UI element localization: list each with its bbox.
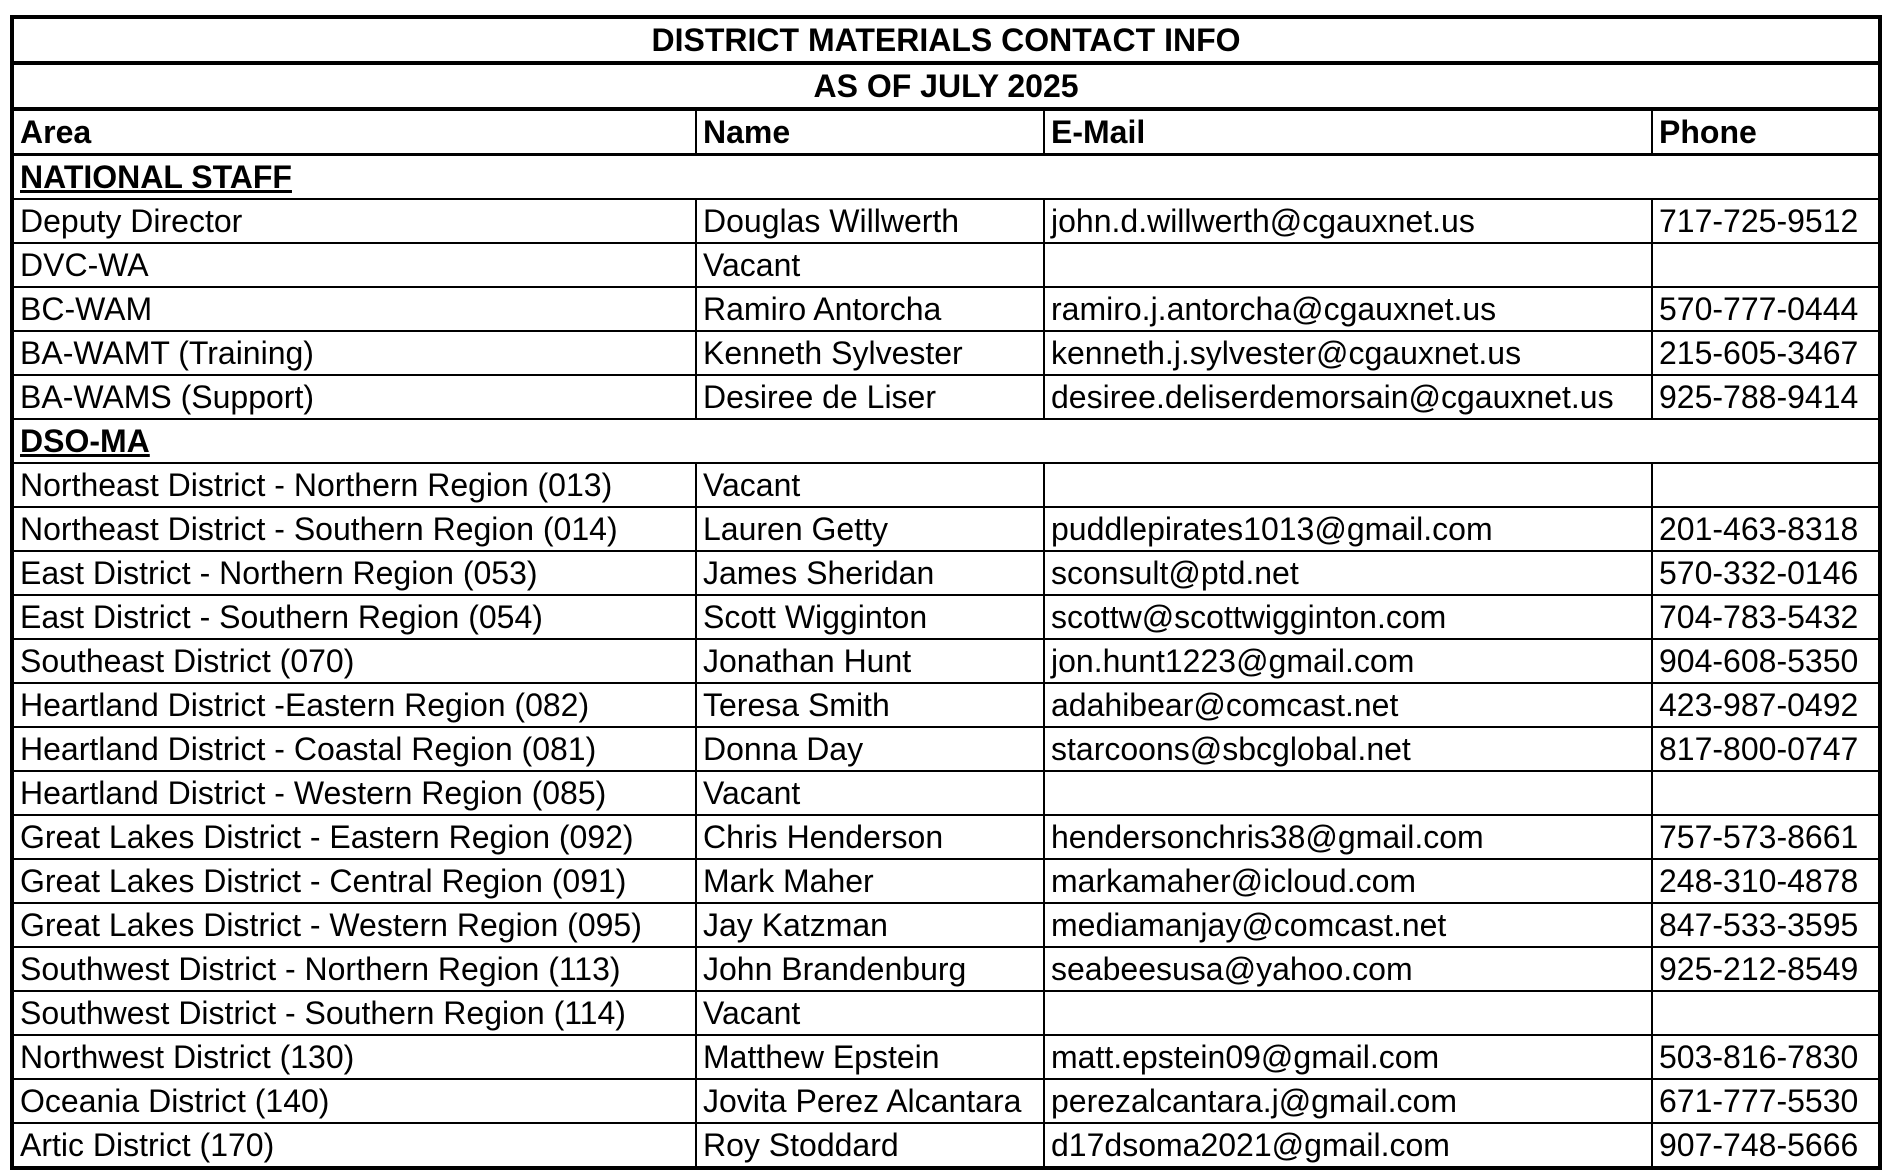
cell-name: Ramiro Antorcha [696, 287, 1044, 331]
table-row [12, 771, 1880, 815]
cell-email[interactable]: hendersonchris38@gmail.com [1044, 815, 1652, 859]
cell-email [1044, 463, 1652, 507]
cell-email [1044, 771, 1652, 815]
cell-area: Northwest District (130) [12, 1035, 696, 1079]
cell-email [1044, 991, 1652, 1035]
cell-area: Southeast District (070) [12, 639, 696, 683]
cell-area: Heartland District -Eastern Region (082) [12, 683, 696, 727]
table-row [12, 859, 1880, 903]
cell-email[interactable]: markamaher@icloud.com [1044, 859, 1652, 903]
cell-email[interactable]: starcoons@sbcglobal.net [1044, 727, 1652, 771]
cell-name: Vacant [696, 991, 1044, 1035]
cell-email[interactable]: desiree.deliserdemorsain@cgauxnet.us [1044, 375, 1652, 419]
cell-name: Vacant [696, 771, 1044, 815]
cell-phone: 503-816-7830 [1652, 1035, 1880, 1079]
cell-area: BA-WAMT (Training) [12, 331, 696, 375]
cell-area: Southwest District - Southern Region (114) [12, 991, 696, 1035]
table-row [12, 243, 1880, 287]
header-name: Name [696, 109, 1044, 155]
cell-phone: 248-310-4878 [1652, 859, 1880, 903]
cell-area: Oceania District (140) [12, 1079, 696, 1123]
cell-phone: 847-533-3595 [1652, 903, 1880, 947]
cell-phone: 757-573-8661 [1652, 815, 1880, 859]
cell-email[interactable]: sconsult@ptd.net [1044, 551, 1652, 595]
table-row [12, 551, 1880, 595]
cell-name: Roy Stoddard [696, 1123, 1044, 1168]
cell-phone [1652, 243, 1880, 287]
cell-name: Jay Katzman [696, 903, 1044, 947]
cell-phone: 570-777-0444 [1652, 287, 1880, 331]
cell-phone: 704-783-5432 [1652, 595, 1880, 639]
cell-phone: 201-463-8318 [1652, 507, 1880, 551]
table-row [12, 727, 1880, 771]
cell-phone: 570-332-0146 [1652, 551, 1880, 595]
title-row [12, 17, 1880, 63]
cell-area: Heartland District - Coastal Region (081) [12, 727, 696, 771]
table-row [12, 639, 1880, 683]
subtitle-row [12, 63, 1880, 109]
cell-phone: 423-987-0492 [1652, 683, 1880, 727]
cell-phone [1652, 463, 1880, 507]
cell-phone: 904-608-5350 [1652, 639, 1880, 683]
cell-phone: 671-777-5530 [1652, 1079, 1880, 1123]
cell-phone [1652, 991, 1880, 1035]
section-label: DSO-MA [12, 419, 1880, 463]
cell-area: Deputy Director [12, 199, 696, 243]
table-row [12, 595, 1880, 639]
cell-area: DVC-WA [12, 243, 696, 287]
cell-name: John Brandenburg [696, 947, 1044, 991]
cell-email[interactable]: kenneth.j.sylvester@cgauxnet.us [1044, 331, 1652, 375]
cell-name: Kenneth Sylvester [696, 331, 1044, 375]
table-row [12, 199, 1880, 243]
table-row [12, 815, 1880, 859]
cell-name: Lauren Getty [696, 507, 1044, 551]
table-row [12, 507, 1880, 551]
cell-area: Great Lakes District - Western Region (095) [12, 903, 696, 947]
cell-area: Southwest District - Northern Region (113) [12, 947, 696, 991]
table-row [12, 1079, 1880, 1123]
cell-area: Northeast District - Southern Region (014) [12, 507, 696, 551]
cell-phone: 717-725-9512 [1652, 199, 1880, 243]
cell-email[interactable]: jon.hunt1223@gmail.com [1044, 639, 1652, 683]
table-row [12, 947, 1880, 991]
table-row [12, 1123, 1880, 1168]
cell-email[interactable]: mediamanjay@comcast.net [1044, 903, 1652, 947]
section-header-row [12, 419, 1880, 463]
cell-area: BC-WAM [12, 287, 696, 331]
cell-email[interactable]: d17dsoma2021@gmail.com [1044, 1123, 1652, 1168]
cell-area: Great Lakes District - Central Region (091) [12, 859, 696, 903]
cell-name: Vacant [696, 243, 1044, 287]
cell-name: Mark Maher [696, 859, 1044, 903]
cell-name: Vacant [696, 463, 1044, 507]
cell-phone: 215-605-3467 [1652, 331, 1880, 375]
cell-name: Matthew Epstein [696, 1035, 1044, 1079]
cell-area: Northeast District - Northern Region (013) [12, 463, 696, 507]
header-email: E-Mail [1044, 109, 1652, 155]
cell-area: Artic District (170) [12, 1123, 696, 1168]
section-label: NATIONAL STAFF [12, 155, 1880, 200]
cell-phone: 907-748-5666 [1652, 1123, 1880, 1168]
cell-name: Scott Wigginton [696, 595, 1044, 639]
cell-phone: 925-212-8549 [1652, 947, 1880, 991]
cell-area: Great Lakes District - Eastern Region (092) [12, 815, 696, 859]
cell-email [1044, 243, 1652, 287]
header-row [12, 109, 1880, 155]
table-row [12, 683, 1880, 727]
cell-name: Jovita Perez Alcantara [696, 1079, 1044, 1123]
cell-area: BA-WAMS (Support) [12, 375, 696, 419]
cell-name: Chris Henderson [696, 815, 1044, 859]
page-subtitle: AS OF JULY 2025 [12, 63, 1880, 109]
cell-email[interactable]: seabeesusa@yahoo.com [1044, 947, 1652, 991]
cell-email[interactable]: scottw@scottwigginton.com [1044, 595, 1652, 639]
cell-email[interactable]: matt.epstein09@gmail.com [1044, 1035, 1652, 1079]
header-phone: Phone [1652, 109, 1880, 155]
cell-area: East District - Southern Region (054) [12, 595, 696, 639]
cell-name: Desiree de Liser [696, 375, 1044, 419]
cell-name: Jonathan Hunt [696, 639, 1044, 683]
header-area: Area [12, 109, 696, 155]
cell-name: Douglas Willwerth [696, 199, 1044, 243]
cell-name: Teresa Smith [696, 683, 1044, 727]
table-row [12, 331, 1880, 375]
table-row [12, 991, 1880, 1035]
table-row [12, 903, 1880, 947]
page-title: DISTRICT MATERIALS CONTACT INFO [12, 17, 1880, 63]
cell-phone: 925-788-9414 [1652, 375, 1880, 419]
table-row [12, 287, 1880, 331]
section-header-row [12, 155, 1880, 200]
contact-table [10, 15, 1882, 1170]
cell-email[interactable]: john.d.willwerth@cgauxnet.us [1044, 199, 1652, 243]
cell-phone: 817-800-0747 [1652, 727, 1880, 771]
cell-email[interactable]: perezalcantara.j@gmail.com [1044, 1079, 1652, 1123]
cell-name: Donna Day [696, 727, 1044, 771]
cell-area: East District - Northern Region (053) [12, 551, 696, 595]
cell-email[interactable]: ramiro.j.antorcha@cgauxnet.us [1044, 287, 1652, 331]
table-row [12, 375, 1880, 419]
table-row [12, 1035, 1880, 1079]
cell-phone [1652, 771, 1880, 815]
table-row [12, 463, 1880, 507]
cell-email[interactable]: adahibear@comcast.net [1044, 683, 1652, 727]
cell-name: James Sheridan [696, 551, 1044, 595]
cell-email[interactable]: puddlepirates1013@gmail.com [1044, 507, 1652, 551]
cell-area: Heartland District - Western Region (085) [12, 771, 696, 815]
